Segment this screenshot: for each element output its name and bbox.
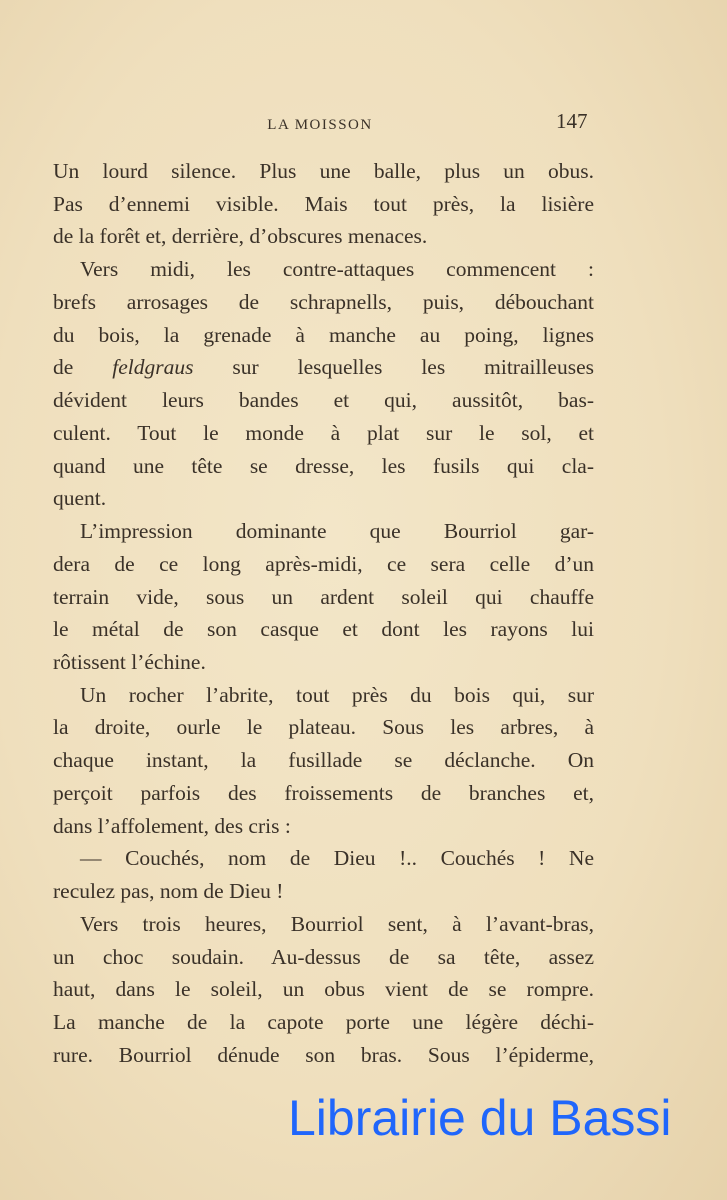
text-line: dans l’affolement, des cris : <box>53 813 291 838</box>
watermark: Librairie du Bassi <box>288 1090 672 1146</box>
italic-word: feldgraus <box>112 355 194 380</box>
text-line: rôtissent l’échine. <box>53 650 206 675</box>
text-line: culent. Tout le monde à plat sur le sol, et <box>53 420 594 445</box>
text-line: de la forêt et, derrière, d’obscures menaces. <box>53 224 428 249</box>
text-line: La manche de la capote porte une légère déchi- <box>53 1010 594 1035</box>
text-line: Vers trois heures, Bourriol sent, à l’avant-bras, <box>80 911 594 936</box>
text-line: Pas d’ennemi visible. Mais tout près, la lisière <box>53 191 594 216</box>
text-line: haut, dans le soleil, un obus vient de se rompre. <box>53 977 594 1002</box>
text-line: Un rocher l’abrite, tout près du bois qui, sur <box>80 682 594 707</box>
text-line: rure. Bourriol dénude son bras. Sous l’épiderme, <box>53 1042 594 1067</box>
text-line: Un lourd silence. Plus une balle, plus un obus. <box>53 159 594 183</box>
text-line <box>53 351 594 384</box>
text-line: dera de ce long après-midi, ce sera celle d’un <box>53 551 594 576</box>
text-line: perçoit parfois des froissements de branches et, <box>53 780 594 805</box>
text-line: du bois, la grenade à manche au poing, lignes <box>53 322 594 347</box>
text-line: reculez pas, nom de Dieu ! <box>53 879 284 904</box>
text-line: un choc soudain. Au-dessus de sa tête, assez <box>53 944 594 969</box>
text-line: brefs arrosages de schrapnells, puis, débouchant <box>53 289 594 314</box>
text-segment: sur lesquelles les mitrailleuses <box>193 355 594 380</box>
text-line: quand une tête se dresse, les fusils qui cla- <box>53 453 594 478</box>
text-line: la droite, ourle le plateau. Sous les arbres, à <box>53 715 594 740</box>
text-line: Vers midi, les contre-attaques commencent : <box>80 257 594 282</box>
text-line: terrain vide, sous un ardent soleil qui chauffe <box>53 584 594 609</box>
text-segment: de <box>53 355 113 380</box>
text-line: dévident leurs bandes et qui, aussitôt, bas- <box>53 388 594 413</box>
page-number: 147 <box>556 109 588 133</box>
text-line: — Couchés, nom de Dieu !.. Couchés ! Ne <box>80 846 594 871</box>
text-line: quent. <box>53 486 107 511</box>
text-line: L’impression dominante que Bourriol gar- <box>80 519 594 544</box>
body-text <box>53 155 594 1072</box>
running-title: LA MOISSON <box>267 117 373 133</box>
text-line: le métal de son casque et dont les rayons lui <box>53 617 594 642</box>
text-line: chaque instant, la fusillade se déclanche. On <box>53 748 594 773</box>
